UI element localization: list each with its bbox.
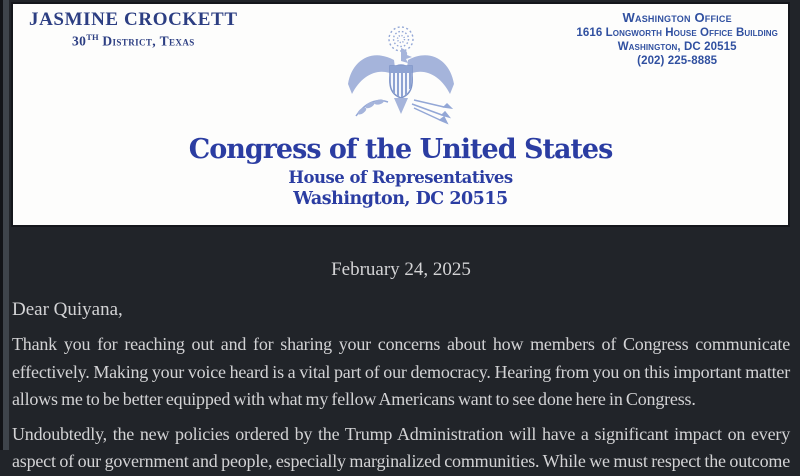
district-number: 30 [71, 33, 87, 49]
salutation: Dear Quiyana, [12, 299, 123, 320]
paragraph-line: aspect of our government and people, especially marginalized communities. While we must respect the outcome [12, 451, 790, 471]
chamber-title: House of Representatives [288, 168, 513, 187]
left-scrollbar[interactable] [3, 0, 9, 450]
letterhead-sheet [11, 2, 790, 227]
letterhead-center [13, 24, 788, 209]
letter-body [12, 256, 790, 476]
org-title: Congress of the United States [188, 134, 613, 165]
office-phone: (202) 225-8885 [637, 54, 718, 67]
congressional-seal-icon [342, 24, 460, 128]
org-address: Washington, DC 20515 [293, 189, 508, 209]
office-address-line2: Washington, DC 20515 [617, 40, 737, 53]
member-name: JASMINE CROCKETT [29, 9, 238, 30]
office-title: Washington Office [622, 10, 732, 25]
paragraph-line: Undoubtedly, the new policies ordered by the Trump Administration will have a significant impact on every [12, 423, 790, 444]
paragraph-2 [12, 421, 790, 476]
paragraph-line: effectively. Making your voice heard is a vital part of our democracy. Hearing from you on this important matter [12, 361, 790, 382]
paragraph-line: Thank you for reaching out and for sharing your concerns about how members of Congress communicate [12, 334, 790, 354]
paragraph-1 [12, 331, 790, 414]
office-address-line1: 1616 Longworth House Office Building [576, 26, 778, 39]
district-rest: District, Texas [98, 33, 195, 49]
letter-date: February 24, 2025 [331, 259, 471, 280]
district-ordinal: TH [86, 32, 99, 42]
paragraph-line: allows me to be better equipped with what my fellow Americans want to see done here in Congress. [12, 389, 696, 409]
